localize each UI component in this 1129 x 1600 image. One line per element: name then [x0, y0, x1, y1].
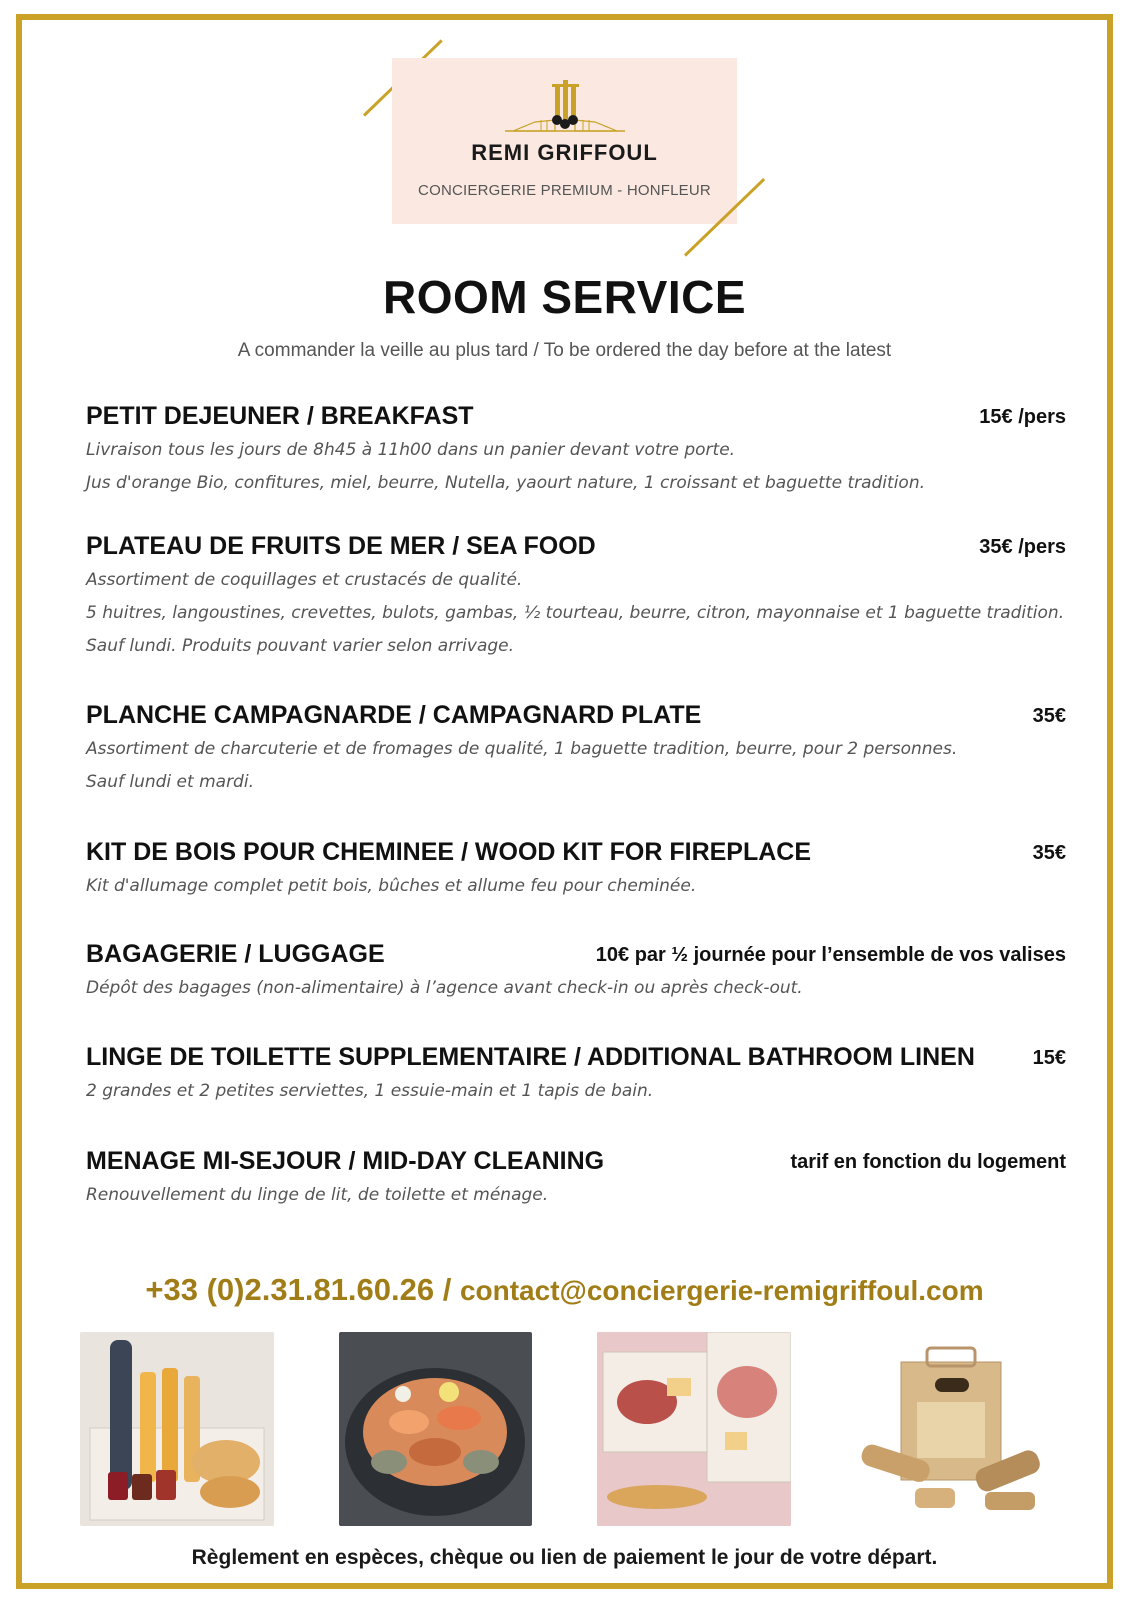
item-name: PLATEAU DE FRUITS DE MER / SEA FOOD [86, 532, 596, 560]
item-name: PLANCHE CAMPAGNARDE / CAMPAGNARD PLATE [86, 701, 702, 729]
menu-item-bathroom-linen [86, 1043, 1066, 1108]
item-desc-line: Sauf lundi et mardi. [86, 772, 254, 792]
logo-building-icon [505, 76, 625, 136]
item-desc-line: Jus d'orange Bio, confitures, miel, beurre, Nutella, yaourt nature, 1 croissant et baguette tradition. [86, 473, 925, 493]
item-desc-line: Kit d'allumage complet petit bois, bûches et allume feu pour cheminée. [86, 876, 697, 896]
item-desc-line: Livraison tous les jours de 8h45 à 11h00 dans un panier devant votre porte. [86, 440, 736, 460]
item-name: MENAGE MI-SEJOUR / MID-DAY CLEANING [86, 1147, 605, 1175]
item-desc-line: 2 grandes et 2 petites serviettes, 1 essuie-main et 1 tapis de bain. [86, 1081, 654, 1101]
item-price: 35€ [1032, 842, 1066, 864]
contact-separator: / [434, 1272, 460, 1307]
charcuterie-plate-photo [597, 1332, 791, 1526]
item-price: 35€ [1032, 705, 1066, 727]
menu-item-campagnard-plate [86, 701, 1066, 799]
page-title: ROOM SERVICE [383, 271, 746, 323]
item-name: KIT DE BOIS POUR CHEMINEE / WOOD KIT FOR FIREPLACE [86, 838, 812, 866]
item-name: LINGE DE TOILETTE SUPPLEMENTAIRE / ADDITIONAL BATHROOM LINEN [86, 1043, 975, 1071]
contact-line [0, 1272, 1129, 1308]
item-desc-line: Renouvellement du linge de lit, de toilette et ménage. [86, 1185, 549, 1205]
page-subtitle: A commander la veille au plus tard / To be ordered the day before at the latest [237, 340, 892, 361]
item-price: tarif en fonction du logement [790, 1151, 1066, 1173]
menu-item-luggage [86, 940, 1066, 1005]
wood-kit-photo [855, 1332, 1049, 1526]
brand-tagline: CONCIERGERIE PREMIUM - HONFLEUR [418, 182, 711, 199]
item-price: 15€ /pers [979, 406, 1066, 428]
menu-item-breakfast [86, 402, 1066, 500]
phone-link[interactable]: +33 (0)2.31.81.60.26 [145, 1272, 435, 1307]
menu-item-wood-kit [86, 838, 1066, 903]
item-price: 35€ /pers [979, 536, 1066, 558]
menu-item-cleaning [86, 1147, 1066, 1212]
email-link[interactable]: contact@conciergerie-remigriffoul.com [459, 1275, 984, 1306]
item-desc-line: Dépôt des bagages (non-alimentaire) à l’agence avant check-in ou après check-out. [86, 978, 803, 998]
menu-item-seafood [86, 532, 1066, 663]
item-price: 15€ [1032, 1047, 1066, 1069]
breakfast-basket-photo [80, 1332, 274, 1526]
item-name: PETIT DEJEUNER / BREAKFAST [86, 402, 474, 430]
item-price: 10€ par ½ journée pour l’ensemble de vos valises [595, 944, 1066, 966]
item-desc-line: Sauf lundi. Produits pouvant varier selon arrivage. [86, 636, 515, 656]
item-desc-line: Assortiment de coquillages et crustacés de qualité. [86, 570, 523, 590]
brand-name: REMI GRIFFOUL [471, 140, 658, 165]
item-desc-line: Assortiment de charcuterie et de fromages de qualité, 1 baguette tradition, beurre, pour 2 personnes. [86, 739, 958, 759]
item-desc-line: 5 huitres, langoustines, crevettes, bulots, gambas, ½ tourteau, beurre, citron, mayonnaise et 1 baguette tradition. [86, 603, 1065, 623]
payment-note: Règlement en espèces, chèque ou lien de paiement le jour de votre départ. [191, 1546, 938, 1569]
item-name: BAGAGERIE / LUGGAGE [86, 940, 385, 968]
seafood-platter-photo [339, 1332, 532, 1526]
